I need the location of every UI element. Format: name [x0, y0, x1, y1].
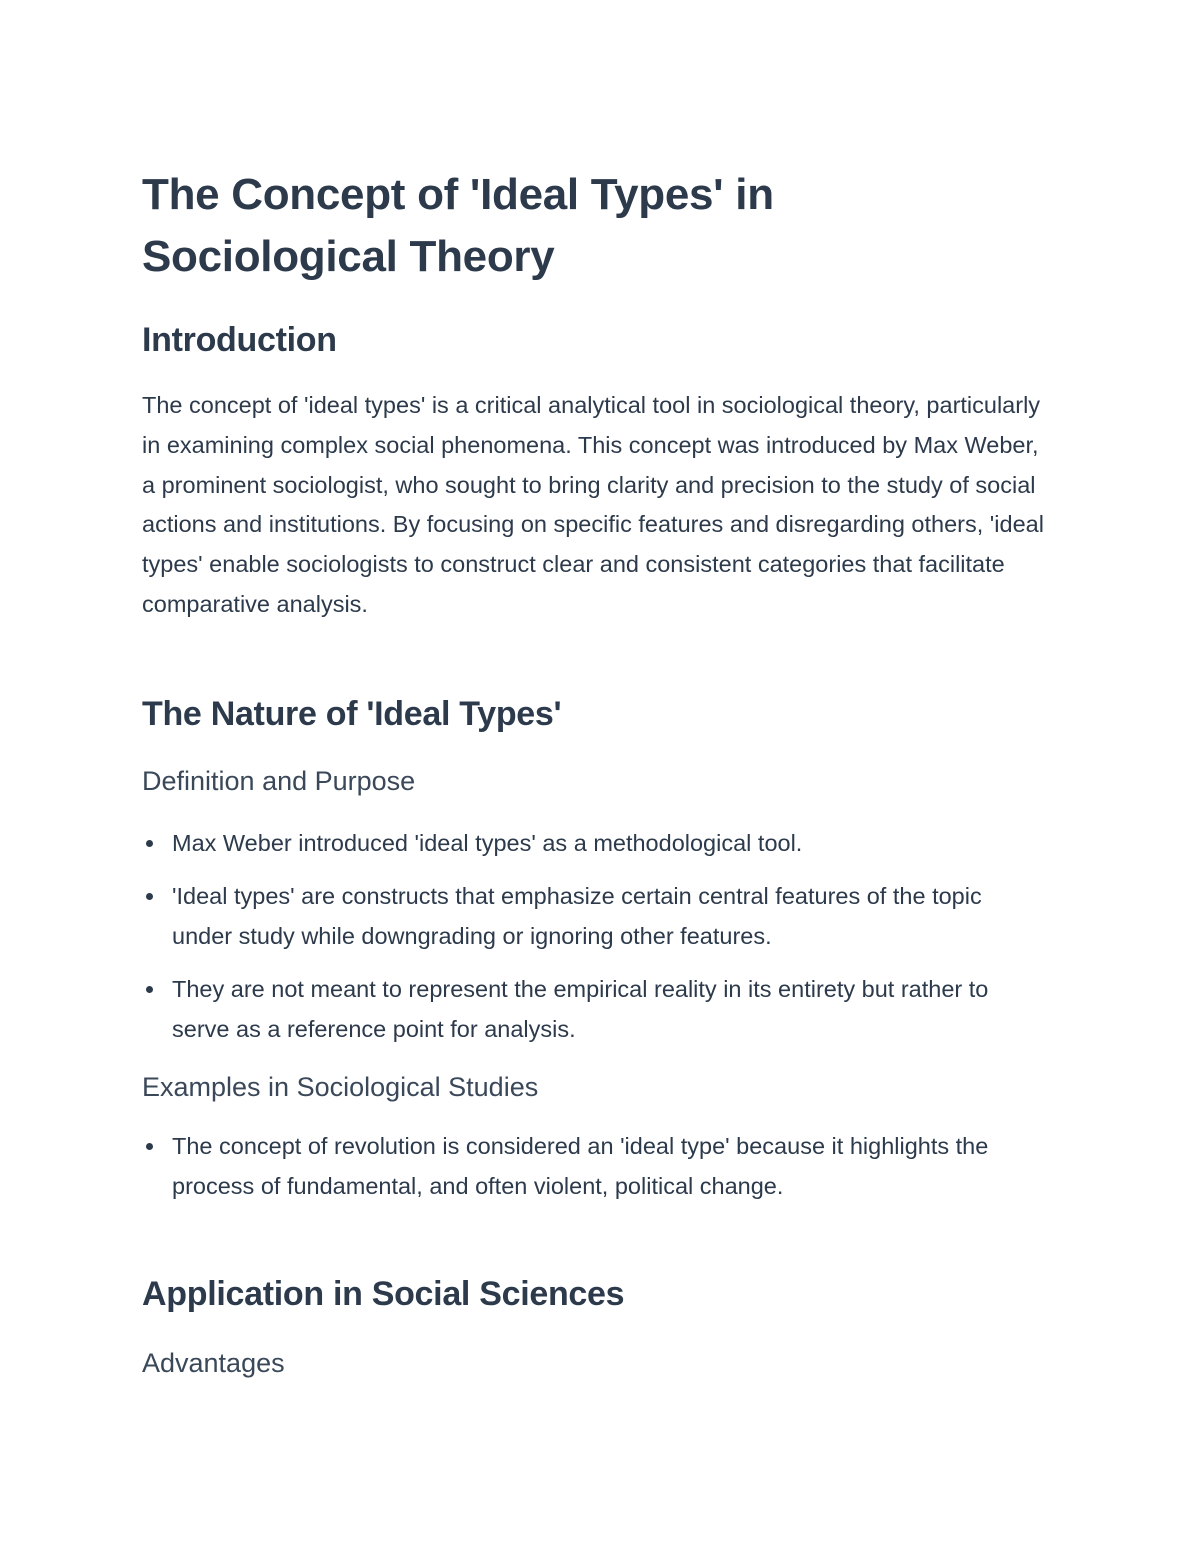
introduction-paragraph: The concept of 'ideal types' is a critical analytical tool in sociological theory, particularly in examining complex social phenomena. This concept was introduced by Max Weber, a prominent sociologist, who sought to bring clarity and precision to the study of social actions and institutions. By focusing on specific features and disregarding others, 'ideal types' enable sociologists to construct clear and consistent categories that facilitate comparative analysis. — [142, 392, 1044, 617]
heading-nature: The Nature of 'Ideal Types' — [142, 695, 562, 733]
list-item: Max Weber introduced 'ideal types' as a methodological tool. — [142, 823, 1042, 863]
list-item: 'Ideal types' are constructs that emphasize certain central features of the topic under study while downgrading or ignoring other features. — [142, 876, 1042, 956]
document-title: The Concept of 'Ideal Types' in Sociological Theory — [142, 170, 774, 281]
list-item: They are not meant to represent the empirical reality in its entirety but rather to serve as a reference point for analysis. — [142, 969, 1042, 1049]
heading-application: Application in Social Sciences — [142, 1275, 625, 1313]
heading-examples: Examples in Sociological Studies — [142, 1072, 539, 1102]
heading-introduction: Introduction — [142, 321, 337, 359]
examples-list — [142, 1126, 1002, 1206]
heading-advantages: Advantages — [142, 1348, 285, 1378]
list-item: The concept of revolution is considered an 'ideal type' because it highlights the process of fundamental, and often violent, political change. — [142, 1126, 1002, 1206]
definition-list — [142, 823, 1042, 1049]
heading-definition: Definition and Purpose — [142, 766, 416, 796]
